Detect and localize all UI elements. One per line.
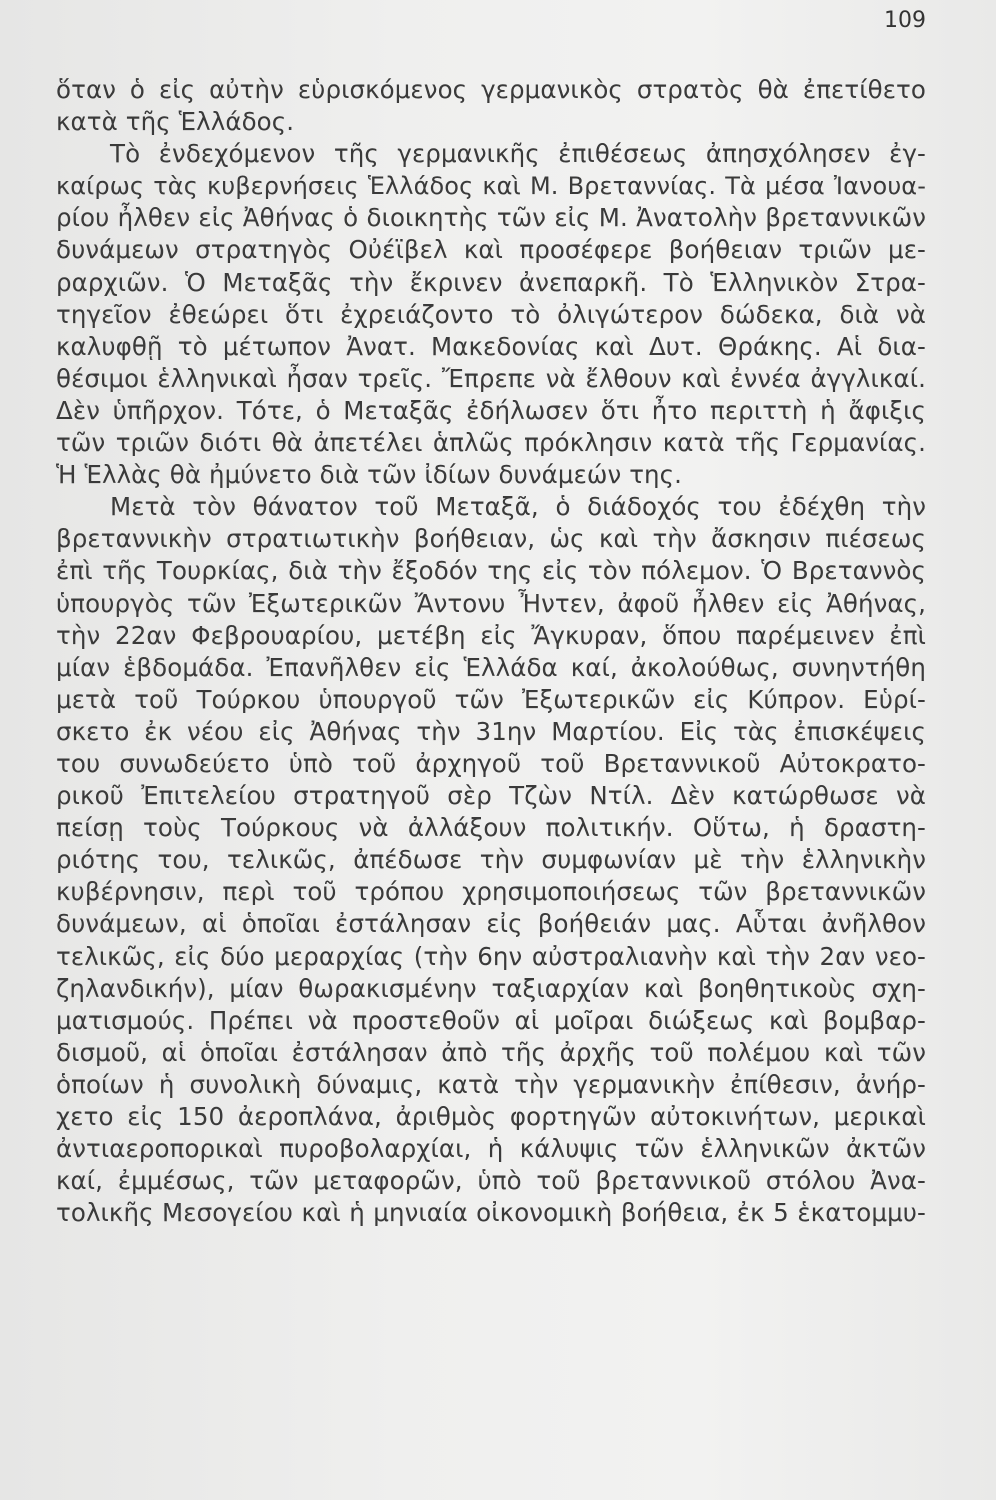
text-line: τολικῆς Μεσογείου καὶ ἡ μηνιαία οἰκονομικὴ βοήθεια, ἐκ 5 ἑκατομμυ- [56, 1198, 926, 1228]
text-line: μίαν ἑβδομάδα. Ἐπανῆλθεν εἰς Ἑλλάδα καί, ἀκολούθως, συνηντήθη [56, 652, 926, 682]
text-line: δυνάμεων στρατηγὸς Οὐέϊβελ καὶ προσέφερε βοήθειαν τριῶν με- [56, 235, 926, 265]
text-line: Δὲν ὑπῆρχον. Τότε, ὁ Μεταξᾶς ἐδήλωσεν ὅτι ἦτο περιττὴ ἡ ἄφιξις [56, 395, 926, 425]
body-text [56, 74, 926, 1229]
text-line: ραρχιῶν. Ὁ Μεταξᾶς τὴν ἔκρινεν ἀνεπαρκῆ. Τὸ Ἑλληνικὸν Στρα- [56, 267, 926, 297]
text-line: καί, ἐμμέσως, τῶν μεταφορῶν, ὑπὸ τοῦ βρεταννικοῦ στόλου Ἀνα- [56, 1166, 926, 1196]
text-line: Ἡ Ἑλλὰς θὰ ἠμύνετο διὰ τῶν ἰδίων δυνάμεών της. [56, 460, 683, 490]
text-line: θέσιμοι ἑλληνικαὶ ἦσαν τρεῖς. Ἔπρεπε νὰ ἔλθουν καὶ ἐννέα ἀγγλικαί. [56, 363, 926, 393]
text-line: ρίου ἦλθεν εἰς Ἀθήνας ὁ διοικητὴς τῶν εἰς Μ. Ἀνατολὴν βρεταννικῶν [56, 203, 926, 233]
text-line: ματισμούς. Πρέπει νὰ προστεθοῦν αἱ μοῖραι διώξεως καὶ βομβαρ- [56, 1005, 926, 1035]
text-line: τὴν 22αν Φεβρουαρίου, μετέβη εἰς Ἄγκυραν, ὅπου παρέμεινεν ἐπὶ [56, 620, 926, 650]
text-line: πείσῃ τοὺς Τούρκους νὰ ἀλλάξουν πολιτικήν. Οὕτω, ἡ δραστη- [56, 813, 926, 843]
text-line: ἀντιαεροπορικαὶ πυροβολαρχίαι, ἡ κάλυψις τῶν ἑλληνικῶν ἀκτῶν [56, 1134, 926, 1164]
page-number: 109 [884, 8, 926, 33]
text-line: Μετὰ τὸν θάνατον τοῦ Μεταξᾶ, ὁ διάδοχός του ἐδέχθη τὴν [110, 492, 926, 522]
text-line: κατὰ τῆς Ἑλλάδος. [56, 107, 295, 137]
text-line: ὅταν ὁ εἰς αὐτὴν εὑρισκόμενος γερμανικὸς στρατὸς θὰ ἐπετίθετο [56, 75, 926, 104]
text-line: δισμοῦ, αἱ ὁποῖαι ἐστάλησαν ἀπὸ τῆς ἀρχῆς τοῦ πολέμου καὶ τῶν [56, 1037, 926, 1067]
text-line: μετὰ τοῦ Τούρκου ὑπουργοῦ τῶν Ἐξωτερικῶν εἰς Κύπρον. Εὑρί- [56, 684, 926, 714]
text-line: ζηλανδικήν), μίαν θωρακισμένην ταξιαρχίαν καὶ βοηθητικοὺς σχη- [56, 973, 926, 1003]
text-line: ὑπουργὸς τῶν Ἐξωτερικῶν Ἄντονυ Ἦντεν, ἀφοῦ ἦλθεν εἰς Ἀθήνας, [56, 588, 926, 618]
text-line: κυβέρνησιν, περὶ τοῦ τρόπου χρησιμοποιήσεως τῶν βρεταννικῶν [56, 877, 926, 907]
text-line: βρεταννικὴν στρατιωτικὴν βοήθειαν, ὡς καὶ τὴν ἄσκησιν πιέσεως [56, 524, 926, 554]
text-line: καλυφθῇ τὸ μέτωπον Ἀνατ. Μακεδονίας καὶ Δυτ. Θράκης. Αἱ δια- [56, 331, 926, 361]
text-line: του συνωδεύετο ὑπὸ τοῦ ἀρχηγοῦ τοῦ Βρεταννικοῦ Αὐτοκρατο- [56, 748, 926, 778]
text-line: ἐπὶ τῆς Τουρκίας, διὰ τὴν ἔξοδόν της εἰς τὸν πόλεμον. Ὁ Βρεταννὸς [56, 556, 926, 586]
text-line: ριότης του, τελικῶς, ἀπέδωσε τὴν συμφωνίαν μὲ τὴν ἑλληνικὴν [56, 845, 926, 875]
text-line: καίρως τὰς κυβερνήσεις Ἑλλάδος καὶ Μ. Βρεταννίας. Τὰ μέσα Ἰανουα- [56, 172, 926, 201]
text-line: ὁποίων ἡ συνολικὴ δύναμις, κατὰ τὴν γερμανικὴν ἐπίθεσιν, ἀνήρ- [56, 1069, 926, 1099]
text-line: χετο εἰς 150 ἀεροπλάνα, ἀριθμὸς φορτηγῶν αὐτοκινήτων, μερικαὶ [56, 1102, 926, 1131]
text-line: Τὸ ἐνδεχόμενον τῆς γερμανικῆς ἐπιθέσεως ἀπησχόλησεν ἐγ- [110, 139, 926, 169]
text-line: τηγεῖον ἐθεώρει ὅτι ἐχρειάζοντο τὸ ὀλιγώτερον δώδεκα, διὰ νὰ [56, 299, 926, 329]
text-line: ρικοῦ Ἐπιτελείου στρατηγοῦ σὲρ Τζὼν Ντίλ. Δὲν κατώρθωσε νὰ [56, 781, 926, 811]
text-line: τῶν τριῶν διότι θὰ ἀπετέλει ἁπλῶς πρόκλησιν κατὰ τῆς Γερμανίας. [56, 428, 926, 458]
text-line: σκετο ἐκ νέου εἰς Ἀθήνας τὴν 31ην Μαρτίου. Εἰς τὰς ἐπισκέψεις [56, 716, 926, 746]
text-line: δυνάμεων, αἱ ὁποῖαι ἐστάλησαν εἰς βοήθειάν μας. Αὗται ἀνῆλθον [56, 909, 926, 939]
text-line: τελικῶς, εἰς δύο μεραρχίας (τὴν 6ην αὐστραλιανὴν καὶ τὴν 2αν νεο- [56, 941, 926, 971]
